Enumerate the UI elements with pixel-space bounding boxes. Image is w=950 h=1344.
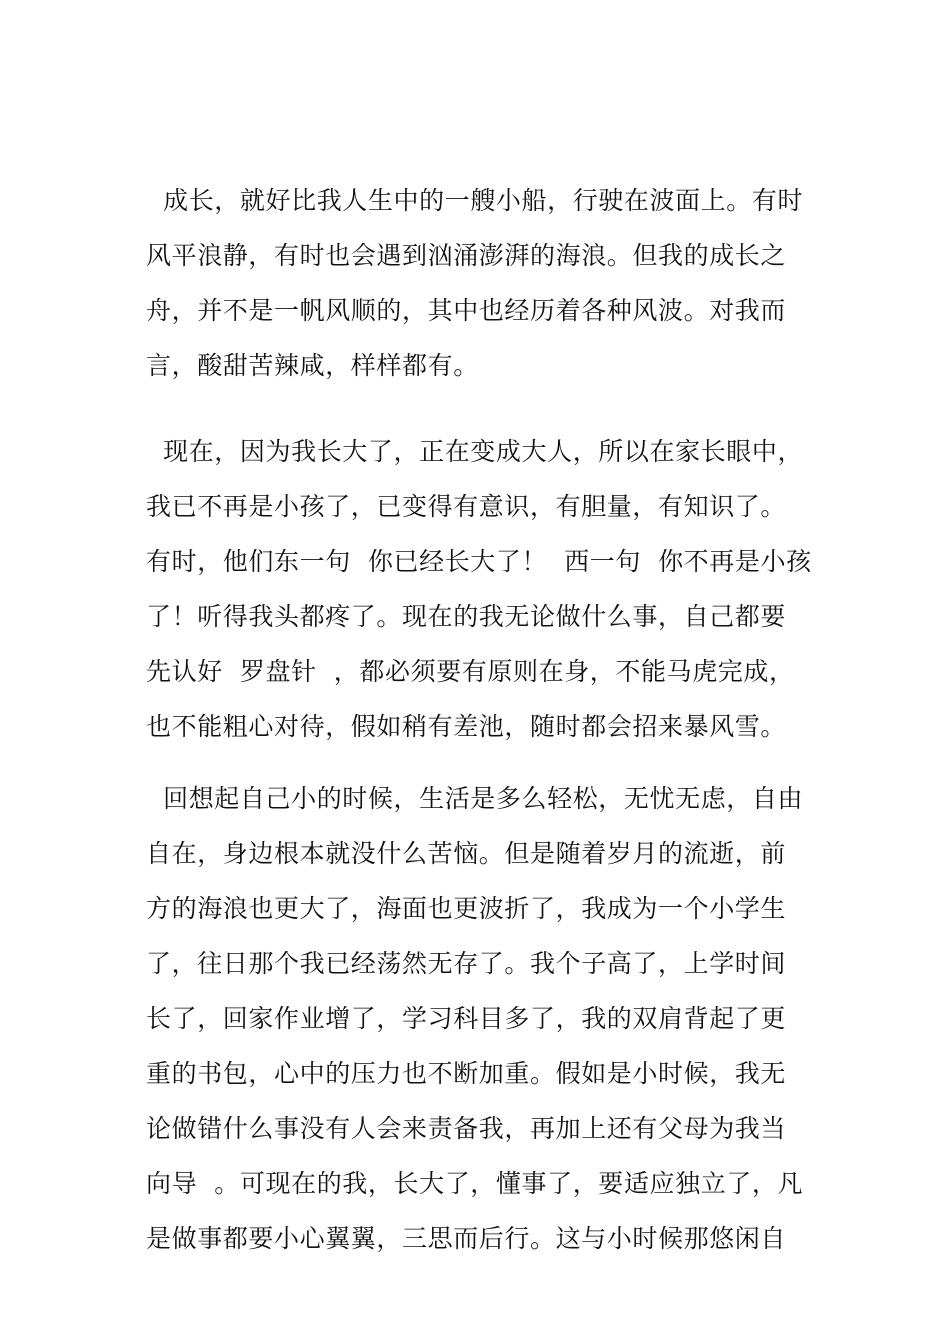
- text-line: 舟，并不是一帆风顺的，其中也经历着各种风波。对我而: [146, 296, 787, 325]
- text-line: 向导 。可现在的我，长大了，懂事了，要适应独立了，凡: [146, 1169, 804, 1198]
- text-line: 是做事都要小心翼翼，三思而后行。这与小时候那悠闲自: [146, 1224, 787, 1253]
- text-line: 了！听得我头都疼了。现在的我无论做什么事，自己都要: [146, 602, 787, 631]
- text-line: 回想起自己小的时候，生活是多么轻松，无忧无虑，自由: [146, 784, 804, 813]
- text-line: 自在，身边根本就没什么苦恼。但是随着岁月的流逝，前: [146, 839, 787, 868]
- text-line: 风平浪静，有时也会遇到汹涌澎湃的海浪。但我的成长之: [146, 241, 787, 270]
- text-line: 先认好 罗盘针 ，都必须要有原则在身，不能马虎完成，: [146, 657, 795, 686]
- paragraph-1: [146, 173, 816, 393]
- text-line: 成长，就好比我人生中的一艘小船，行驶在波面上。有时: [146, 186, 804, 215]
- text-line: 长了，回家作业增了，学习科目多了，我的双肩背起了更: [146, 1004, 787, 1033]
- text-line: 方的海浪也更大了，海面也更波折了，我成为一个小学生: [146, 894, 787, 923]
- text-line: 言，酸甜苦辣咸，样样都有。: [146, 351, 479, 380]
- text-line: 现在，因为我长大了，正在变成大人，所以在家长眼中，: [146, 437, 804, 466]
- text-line: 我已不再是小孩了，已变得有意识，有胆量，有知识了。: [146, 492, 787, 521]
- paragraph-3: [146, 771, 816, 1266]
- text-line: 重的书包，心中的压力也不断加重。假如是小时候，我无: [146, 1059, 787, 1088]
- text-line: 也不能粗心对待，假如稍有差池，随时都会招来暴风雪。: [146, 712, 787, 741]
- paragraph-2: [146, 424, 816, 754]
- text-line: 论做错什么事没有人会来责备我，再加上还有父母为我当: [146, 1114, 787, 1143]
- text-line: 了，往日那个我已经荡然无存了。我个子高了，上学时间: [146, 949, 787, 978]
- text-line: 有时，他们东一句 你已经长大了！ 西一句 你不再是小孩: [146, 547, 812, 576]
